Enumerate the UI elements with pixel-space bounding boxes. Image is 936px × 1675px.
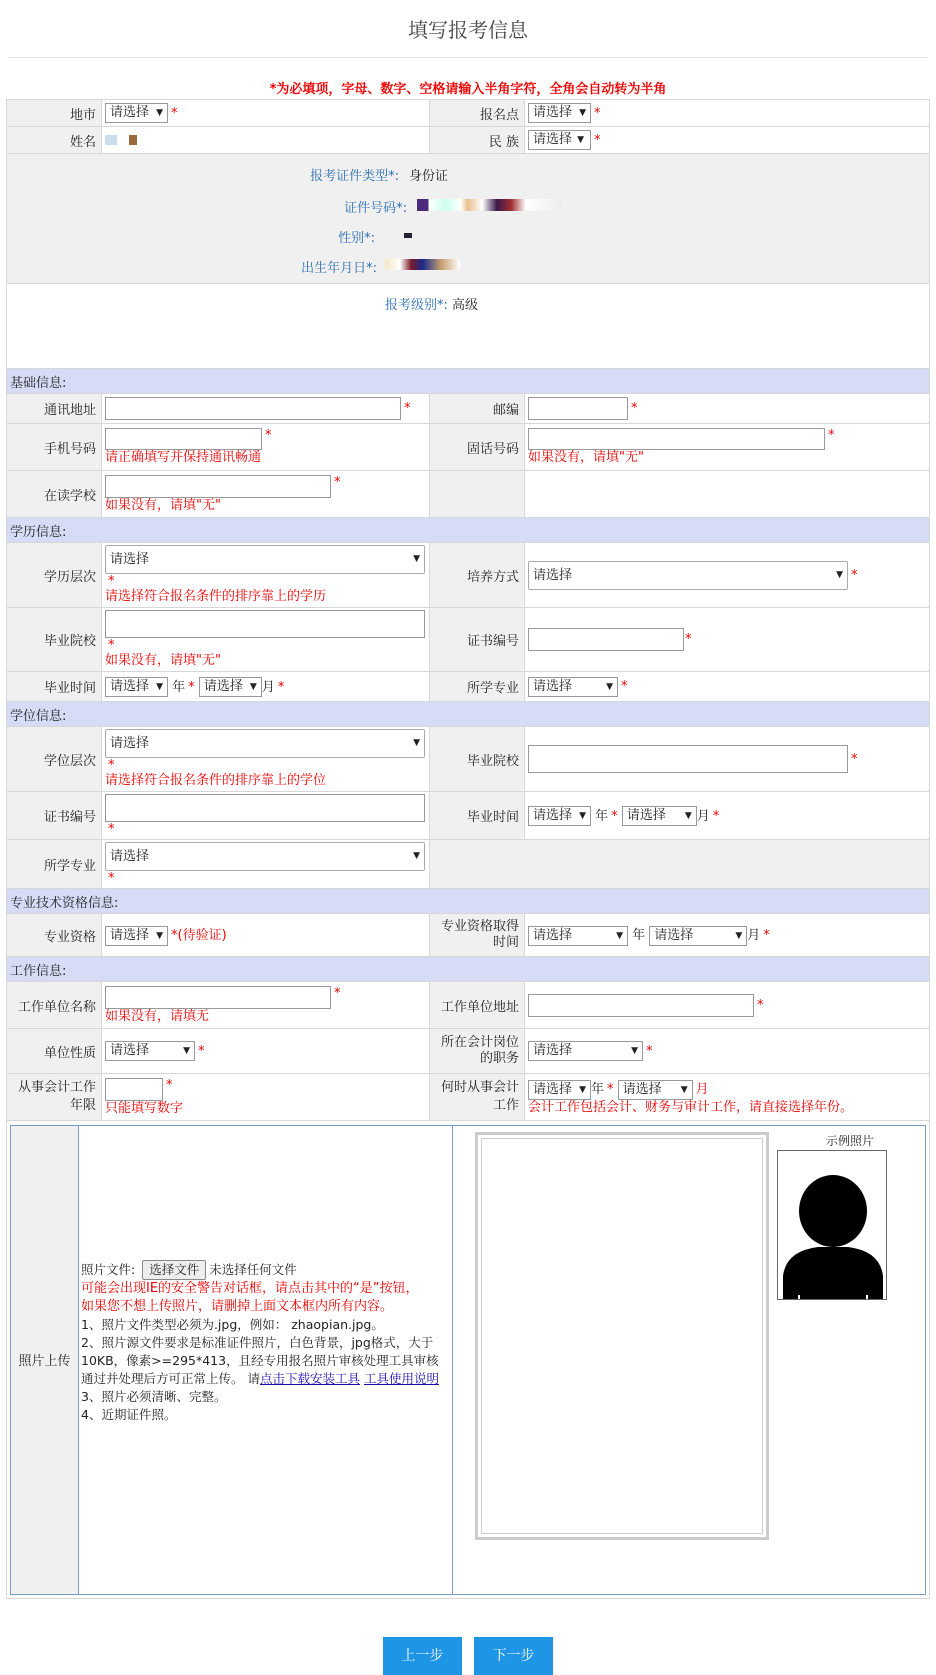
id-no-redacted: [417, 199, 562, 211]
level-block: [7, 284, 930, 369]
tool-manual-link[interactable]: 工具使用说明: [363, 1370, 439, 1386]
name-label: 姓名: [7, 127, 102, 154]
edu-school-label: 毕业院校: [7, 608, 102, 672]
deg-level-label: 学位层次: [7, 727, 102, 792]
qual-year-select[interactable]: 请选择 ▼: [528, 926, 628, 946]
edu-level-label: 学历层次: [7, 543, 102, 608]
school-label: 在读学校: [7, 471, 102, 518]
sample-photo: [777, 1150, 887, 1300]
deg-cert-input[interactable]: [105, 794, 425, 822]
required-notice: *为必填项，字母、数字、空格请输入半角字符，全角会自动转为半角: [269, 82, 667, 97]
edu-cert-input[interactable]: [528, 628, 684, 651]
qual-label: 专业资格: [7, 914, 102, 957]
sample-person-icon: [778, 1151, 887, 1300]
duty-label: 所在会计岗位的职务: [430, 1029, 525, 1074]
since-hint: 会计工作包括会计、财务与审计工作，请直接选择年份。: [528, 1099, 854, 1115]
edu-mode-select[interactable]: 请选择 ▼: [528, 561, 848, 590]
deg-level-hint: 请选择符合报名条件的排序靠上的学位: [105, 773, 327, 788]
choose-file-button[interactable]: 选择文件: [142, 1260, 206, 1280]
section-work: 工作信息:: [7, 957, 930, 982]
years-label: 从事会计工作年限: [7, 1074, 102, 1121]
name-value-redacted: [105, 135, 145, 145]
section-degree: 学位信息:: [7, 702, 930, 727]
birth-redacted: [385, 259, 460, 270]
sample-photo-label: 示例照片: [825, 1133, 874, 1148]
id-no-label: 证件号码*:: [344, 200, 407, 216]
nav-buttons: [0, 1637, 936, 1675]
photo-rule-1: 1、照片文件类型必须为.jpg，例如： zhaopian.jpg。: [81, 1316, 384, 1332]
edu-time-label: 毕业时间: [7, 672, 102, 702]
zip-label: 邮编: [430, 394, 525, 424]
registration-form: 地市 请选择 ▼ * 报名点 请选择 ▼ * 姓名 民 族 请选择 ▼ * 报考证件类型*: 身份证 证件号码*: 性别*: 出生年月日*: 报考级别*: 高级 基础信息: 通讯地址 * 邮编 * 手机号码 * 请正确填写并保持通讯畅通 固话号码 * 如果没有，请填"无" 在读学校 * 如果没有，请填"无" 学历信息: 学历层次 请选择 ▼ * 请选择符合报名条件的排序靠上的学历 培养方式 请选择 ▼ * 毕业院校 * 如果没有，请填"无" 证书编号 * 毕业时间 请选择 ▼ 年 * 请选择 ▼ 月 * 所学专业 请选择 ▼ * 学位信息: 学位层次 请选择 ▼ * 请选择符合报名条件的排序靠上的学位 毕业院校 * 证书编号 * 毕业时间 请选择 ▼ 年 * 请选择 ▼ 月 * 所学专业 请选择 ▼ * 专业技术资格信息: 专业资格 请选择 ▼ *(待验证) 专业资格取得时间 请选择 ▼ 年 请选择 ▼ 月 * 工作信息: 工作单位名称 * 如果没有，请填无 工作单位地址 * 单位性质 请选择 ▼ * 所在会计岗位的职务 请选择 ▼ * 从事会计工作年限 * 只能填写数字 何时从事会计工作 请选择 ▼ 年 * 请选择 ▼ 月 会计工作包括会计、财务与审计工作，请直接选择年份。 照片上传 照片文件: 选择文件 未选择任何文件 可能会出现IE的安全警告对话框，请点击其中的“是”按钮， 如果您不想上传照片，请删掉上面文本框内所有内容。 1、照片文件类型必须为.jpg，例如： zhaopian.jpg。 2、照片源文件要求是标准证件照片，白色背景，jpg格式，大于10KB，像素>=295*413，且经专用报名照片审核处理工具审核通过并处理后方可正常上传。 请点击下载安装工具 工具使用说明 3、照片必须清晰、完整。 4、近期证件照。 示例照片: [6, 99, 930, 1599]
years-input[interactable]: [105, 1078, 163, 1101]
deg-year-select[interactable]: 请选择 ▼: [528, 806, 591, 826]
photo-warn-ie: 可能会出现IE的安全警告对话框，请点击其中的“是”按钮，: [81, 1280, 419, 1296]
photo-rule-3: 3、照片必须清晰、完整。: [81, 1388, 227, 1404]
edu-major-select[interactable]: 请选择 ▼: [528, 677, 618, 697]
address-input[interactable]: [105, 397, 401, 420]
deg-school-label: 毕业院校: [430, 727, 525, 792]
photo-label: 照片上传: [11, 1126, 79, 1594]
photo-rule-2: 2、照片源文件要求是标准证件照片，白色背景，jpg格式，大于10KB，像素>=295*413，且经专用报名照片审核处理工具审核通过并处理后方可正常上传。 请点击下载安装工具 工具使用说明: [81, 1334, 439, 1386]
photo-section: [7, 1121, 930, 1599]
photo-preview-frame: [475, 1132, 769, 1540]
phone-label: 固话号码: [430, 424, 525, 471]
school-hint: 如果没有，请填"无": [105, 497, 221, 513]
nature-label: 单位性质: [7, 1029, 102, 1074]
birth-label: 出生年月日*:: [301, 260, 377, 276]
edu-school-hint: 如果没有，请填"无": [105, 653, 221, 668]
level-value: 高级: [452, 298, 479, 313]
prev-button[interactable]: 上一步: [383, 1637, 462, 1675]
deg-major-select[interactable]: 请选择 ▼: [105, 842, 425, 871]
edu-month-select[interactable]: 请选择 ▼: [199, 677, 262, 697]
qual-select[interactable]: 请选择 ▼: [105, 926, 168, 946]
id-type-value: 身份证: [409, 168, 449, 184]
zip-input[interactable]: [528, 397, 628, 420]
gender-label: 性别*:: [338, 230, 375, 246]
edu-major-label: 所学专业: [430, 672, 525, 702]
city-label: 地市: [7, 100, 102, 127]
edu-level-hint: 请选择符合报名条件的排序靠上的学历: [105, 589, 327, 604]
phone-input[interactable]: [528, 428, 825, 450]
qual-pending: *(待验证): [171, 928, 227, 944]
gender-redacted: [404, 233, 412, 238]
level-label: 报考级别*:: [385, 298, 448, 313]
photo-rule-4: 4、近期证件照。: [81, 1406, 177, 1422]
no-file-text: 未选择任何文件: [209, 1261, 297, 1277]
edu-mode-label: 培养方式: [430, 543, 525, 608]
unit-hint: 如果没有，请填无: [105, 1008, 210, 1024]
unit-addr-label: 工作单位地址: [430, 982, 525, 1029]
mobile-label: 手机号码: [7, 424, 102, 471]
mobile-input[interactable]: [105, 428, 262, 450]
id-type-label: 报考证件类型*:: [310, 168, 399, 184]
duty-select[interactable]: 请选择 ▼: [528, 1041, 643, 1061]
edu-year-select[interactable]: 请选择 ▼: [105, 677, 168, 697]
city-select[interactable]: 请选择 ▼: [105, 103, 168, 123]
since-year-select[interactable]: 请选择 ▼: [528, 1080, 591, 1100]
phone-hint: 如果没有，请填"无": [528, 450, 644, 465]
deg-school-input[interactable]: [528, 745, 848, 773]
unit-addr-input[interactable]: [528, 994, 754, 1017]
mobile-hint: 请正确填写并保持通讯畅通: [105, 450, 262, 465]
section-education: 学历信息:: [7, 518, 930, 543]
deg-level-select[interactable]: 请选择 ▼: [105, 729, 425, 758]
photo-instructions: 照片文件: 选择文件 未选择任何文件 可能会出现IE的安全警告对话框，请点击其中的“是”按钮， 如果您不想上传照片，请删掉上面文本框内所有内容。 1、照片文件类型必须为.jpg，例如： zhaopian.jpg。 2、照片源文件要求是标准证件照片，白色背景，jpg格式，大于10KB，像素>=295*413，且经专用报名照片审核处理工具审核通过并处理后方可正常上传。 请点击下载安装工具 工具使用说明 3、照片必须清晰、完整。 4、近期证件照。: [79, 1126, 453, 1594]
deg-time-label: 毕业时间: [430, 792, 525, 840]
deg-month-select[interactable]: 请选择 ▼: [622, 806, 697, 826]
download-tool-link[interactable]: 点击下载安装工具: [259, 1370, 360, 1386]
page-title: 填写报考信息: [8, 0, 928, 58]
edu-cert-label: 证书编号: [430, 608, 525, 672]
years-hint: 只能填写数字: [105, 1100, 184, 1116]
edu-school-input[interactable]: [105, 610, 425, 638]
section-qualification: 专业技术资格信息:: [7, 889, 930, 914]
address-label: 通讯地址: [7, 394, 102, 424]
ethnic-label: 民 族: [430, 127, 525, 154]
point-select[interactable]: 请选择 ▼: [528, 103, 591, 123]
next-button[interactable]: 下一步: [474, 1637, 553, 1675]
section-basic: 基础信息:: [7, 369, 930, 394]
unit-input[interactable]: [105, 986, 331, 1009]
identity-block: [7, 154, 930, 284]
deg-major-label: 所学专业: [7, 840, 102, 889]
photo-warn-delete: 如果您不想上传照片，请删掉上面文本框内所有内容。: [81, 1298, 394, 1314]
qual-time-label: 专业资格取得时间: [430, 914, 525, 957]
deg-cert-label: 证书编号: [7, 792, 102, 840]
qual-month-select[interactable]: 请选择 ▼: [649, 926, 747, 946]
nature-select[interactable]: 请选择 ▼: [105, 1041, 195, 1061]
edu-level-select[interactable]: 请选择 ▼: [105, 545, 425, 574]
school-input[interactable]: [105, 475, 331, 498]
ethnic-select[interactable]: 请选择 ▼: [528, 130, 591, 150]
unit-label: 工作单位名称: [7, 982, 102, 1029]
point-label: 报名点: [430, 100, 525, 127]
since-label: 何时从事会计工作: [430, 1074, 525, 1121]
since-month-select[interactable]: 请选择 ▼: [618, 1080, 693, 1100]
